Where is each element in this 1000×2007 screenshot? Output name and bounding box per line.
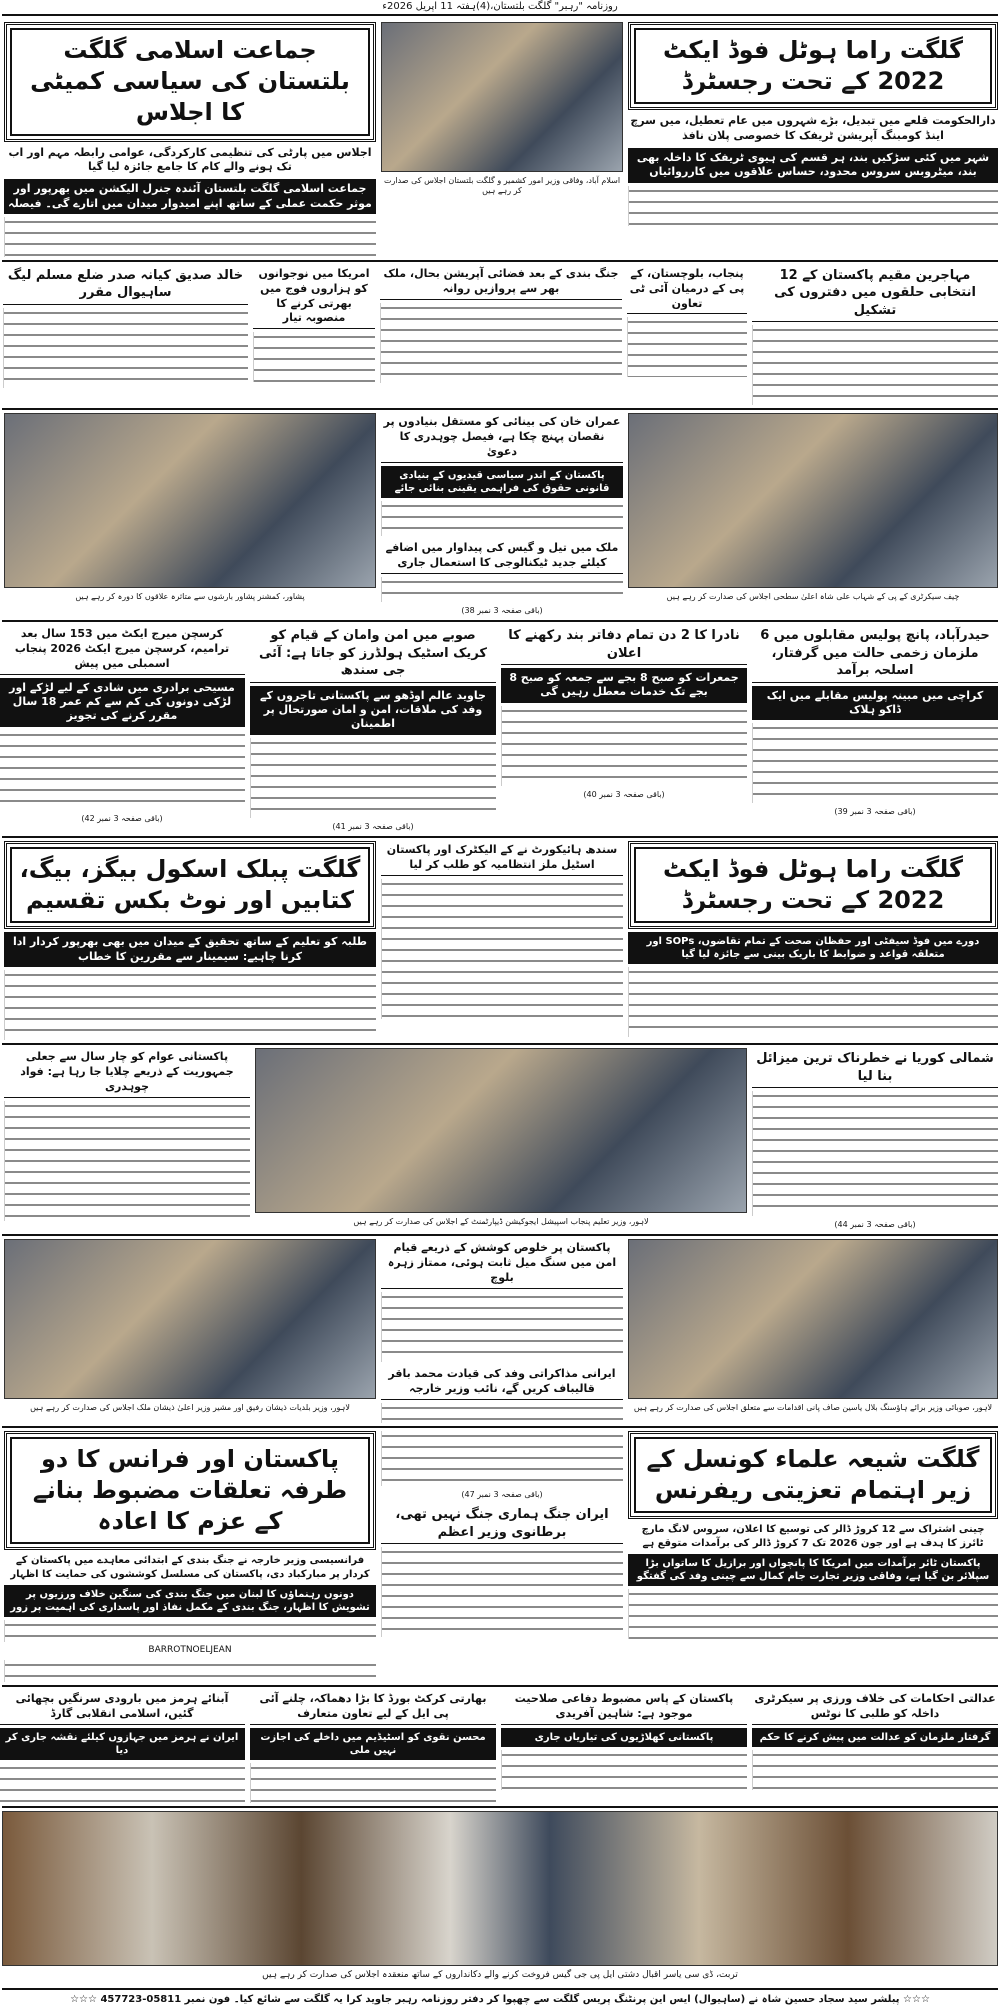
- photo-lahore-local-govt: [4, 1239, 376, 1399]
- article: [253, 265, 375, 382]
- article-rama-hotel-repeat: [628, 841, 998, 1037]
- black-bar: مسیحی برادری میں شادی کے لیے لڑکے اور لڑکی دونوں کی کم سے کم عمر 18 سال مقرر کرنے کی تجویز: [0, 678, 245, 727]
- headline-jamaat-islami: جماعت اسلامی گلگت بلتستان کی سیاسی کمیٹی کا اجلاس: [4, 22, 376, 142]
- headline-pakistan-france: پاکستان اور فرانس کا دو طرفہ تعلقات مضبوط بنانے کے عزم کا اعادہ: [4, 1431, 376, 1551]
- headline: ایران جنگ ہماری جنگ نہیں تھی، برطانوی وزیر اعظم: [381, 1504, 623, 1544]
- headline: عمران خان کی بینائی کو مستقل بنیادوں پر نقصان پہنچ چکا ہے، فیصل چوہدری کا دعویٰ: [381, 413, 623, 463]
- black-bar: گرفتار ملزمان کو عدالت میں پیش کرنے کا حکم: [752, 1728, 998, 1747]
- article-ig-sindh: [250, 625, 496, 833]
- headline: عدالتی احکامات کی خلاف ورزی پر سیکرٹری داخلہ کو طلبی کا نوٹس: [752, 1690, 998, 1725]
- photo-caption: پشاور، کمشنر پشاور بارشوں سے متاثرہ علاقوں کا دورہ کر رہے ہیں: [75, 592, 305, 602]
- black-bar: جماعت اسلامی گلگت بلتستان آئندہ جنرل الیکشن میں بھرپور اور موثر حکمت عملی کے ساتھ اپنے امیدوار میدان میں اتارے گی۔ فیصلہ: [4, 179, 376, 214]
- black-bar: محسن نقوی کو اسٹیڈیم میں داخلے کی اجازت نہیں ملی: [250, 1728, 496, 1760]
- black-bar: پاکستانی کھلاڑیوں کی تیاریاں جاری: [501, 1728, 747, 1747]
- article: [752, 1690, 998, 1790]
- photo-education-meeting: [255, 1048, 747, 1213]
- article-body: [4, 1620, 376, 1642]
- middle-articles: [381, 1431, 623, 1637]
- headline: پاکستان پر خلوص کوشش کے ذریعے قیام امن میں سنگ میل ثابت ہوئی، ممتاز زہرہ بلوچ: [381, 1239, 623, 1289]
- article-body: [0, 730, 245, 810]
- article-north-korea: [752, 1048, 998, 1231]
- bottom-photo-block: [2, 1811, 998, 1983]
- article-body: [381, 1292, 623, 1362]
- middle-articles: [381, 1239, 623, 1422]
- headline: بھارتی کرکٹ بورڈ کا بڑا دھماکہ، چلنے آئی پی ایل کے لیے تعاون متعارف: [250, 1690, 496, 1725]
- headline: امریکا میں نوجوانوں کو ہزاروں فوج میں بھرتی کرنے کا منصوبہ تیار: [253, 265, 375, 329]
- article-body: [4, 1101, 250, 1221]
- continued-note: (باقی صفحہ 3 نمبر 44): [834, 1220, 916, 1230]
- article: [250, 1690, 496, 1803]
- row-6: [2, 1043, 998, 1234]
- headline: سندھ ہائیکورٹ نے کے الیکٹرک اور پاکستان اسٹیل ملز انتظامیہ کو طلب کر لیا: [381, 841, 623, 876]
- photo-caption: چیف سیکرٹری کے پی کے شہاب علی شاہ اعلیٰ سطحی اجلاس کی صدارت کر رہے ہیں: [666, 592, 960, 602]
- article-body: [381, 577, 623, 602]
- headline: صوبے میں امن وامان کے قیام کو کریک اسٹیک ہولڈرز کو جاتا ہے: آئی جی سندھ: [250, 625, 496, 683]
- left-photo-block: [4, 413, 376, 603]
- article: [0, 1690, 245, 1803]
- article-fawad-chaudhry: [4, 1048, 250, 1221]
- headline-school-bags: گلگت پبلک اسکول بیگز، بیگ، کتابیں اور نوٹ بکس تقسیم: [4, 841, 376, 929]
- article-body: [381, 1431, 623, 1486]
- black-bar: دونوں رہنماؤں کا لبنان میں جنگ بندی کی سنگین خلاف ورزیوں پر تشویش کا اظہار، جنگ بندی کے مکمل نفاذ اور پاسداری کی اہمیت پر زور: [4, 1585, 376, 1617]
- article-body: [501, 706, 747, 786]
- article-sindh-high-court: [381, 841, 623, 1019]
- row-4: [2, 620, 998, 836]
- black-bar: جمعرات کو صبح 8 بجے سے جمعہ کو صبح 8 بجے تک خدمات معطل رہیں گی: [501, 668, 747, 703]
- headline-rama-hotel-repeat: گلگت راما ہوٹل فوڈ ایکٹ 2022 کے تحت رجسٹرڈ: [628, 841, 998, 929]
- photo-caption: لاہور، صوبائی وزیر برائے ہاؤسنگ بلال یاسین صاف پانی اقدامات سے متعلق اجلاس کی صدارت کر رہے ہیں: [633, 1403, 993, 1413]
- article-body: [4, 970, 376, 1040]
- continued-note: (باقی صفحہ 3 نمبر 41): [332, 821, 414, 831]
- photo-turbat-meeting: [2, 1811, 998, 1966]
- article-body: [4, 1660, 376, 1682]
- article-body: [501, 1750, 747, 1790]
- article-body: [250, 738, 496, 818]
- article-body: [381, 501, 623, 536]
- center-photo-block: [381, 22, 623, 198]
- article: [380, 265, 622, 383]
- photo-caption: لاہور، وزیر بلدیات ذیشان رفیق اور مشیر وزیر اعلیٰ ذیشان ملک اجلاس کی صدارت کر رہے ہیں: [30, 1403, 350, 1413]
- photo-caption: اسلام آباد، وفاقی وزیر امور کشمیر و گلگت بلتستان اجلاس کی صدارت کر رہے ہیں: [383, 176, 621, 196]
- headline: ایرانی مذاکراتی وفد کی قیادت محمد باقر قالیباف کریں گے، نائب وزیر خارجہ: [381, 1365, 623, 1400]
- article-karachi: [752, 625, 998, 819]
- row-3: [2, 408, 998, 620]
- headline: شمالی کوریا نے خطرناک ترین میزائل بنا لیا: [752, 1048, 998, 1088]
- article-jamaat-islami: [4, 22, 376, 257]
- black-bar: پاکستان ٹائر برآمدات میں امریکا کا پانچواں اور برازیل کا ساتواں بڑا سپلائر بن گیا ہے، وفاقی وزیر تجارت جام کمال سے چینی وفد کی گفتگو: [628, 1554, 998, 1586]
- article-body: [381, 879, 623, 1019]
- row-bottom-photo: [2, 1806, 998, 1986]
- article-body: [381, 1403, 623, 1423]
- article-body: [628, 967, 998, 1037]
- headline: آبنائے ہرمز میں بارودی سرنگیں بچھائی گئیں، اسلامی انقلابی گارڈ: [0, 1690, 245, 1725]
- article-body: [380, 303, 622, 383]
- continued-note: (باقی صفحہ 3 نمبر 39): [834, 807, 916, 817]
- article-body: [0, 1763, 245, 1803]
- article-body: [381, 1547, 623, 1637]
- article-marriage-act: [0, 625, 245, 825]
- right-photo-block: [628, 1239, 998, 1414]
- publisher-footer: ☆☆☆ پبلشر سید سجاد حسین شاہ نے (ساہیوال) ایس این پرنٹنگ پریس گلگت سے چھپوا کر دفتر روزنامہ رہبر جاوید کرا یہ گلگت سے شائع کیا۔ فون نمبر 05811-457723 ☆☆☆: [2, 1988, 998, 2007]
- right-photo-block: [628, 413, 998, 603]
- headline-rama-hotel: گلگت راما ہوٹل فوڈ ایکٹ 2022 کے تحت رجسٹرڈ: [628, 22, 998, 110]
- row-9: [2, 1685, 998, 1806]
- photo-caption: تربت، ڈی سی یاسر اقبال دشتی ایل پی جی گیس فروخت کرنے والے دکانداروں کے ساتھ منعقدہ اجلاس کی صدارت کر رہے ہیں: [262, 1969, 738, 1980]
- photo-chief-secretary: [628, 413, 998, 588]
- article-rama-hotel: [628, 22, 998, 226]
- headline: حیدرآباد، پانچ پولیس مقابلوں میں 6 ملزمان زخمی حالت میں گرفتار، اسلحہ برآمد: [752, 625, 998, 683]
- black-bar: جاوید عالم اوڈھو سے پاکستانی تاجروں کے وفد کی ملاقات، امن و امان صورتحال پر اطمینان: [250, 686, 496, 735]
- dateline: روزنامہ "رہبر" گلگت بلتستان،(4)ہفتہ 11 اپریل 2026ء: [2, 0, 998, 16]
- black-bar: طلبہ کو تعلیم کے ساتھ تحقیق کے میدان میں بھی بھرپور کردار ادا کرنا چاہیے: سیمینار سے مقررین کا خطاب: [4, 932, 376, 967]
- article-body: [253, 332, 375, 382]
- photo-housing-meeting: [628, 1239, 998, 1399]
- article-body: [752, 1091, 998, 1216]
- article-shia-ulema-council: [628, 1431, 998, 1639]
- article-body: [752, 723, 998, 803]
- subhead: اجلاس میں پارٹی کی تنظیمی کارکردگی، عوامی رابطہ مہم اور اب تک ہونے والے کام کا جامع جائزہ لیا گیا: [8, 145, 372, 174]
- article: [501, 1690, 747, 1790]
- headline: مہاجرین مقیم پاکستان کے 12 انتخابی حلقوں میں دفتروں کی تشکیل: [752, 265, 998, 323]
- row-7: [2, 1234, 998, 1425]
- photo-caption: لاہور، وزیر تعلیم پنجاب اسپیشل ایجوکیشن ڈیپارٹمنٹ کے اجلاس کی صدارت کر رہے ہیں: [353, 1216, 649, 1226]
- article: [3, 265, 248, 388]
- article-body: [752, 325, 998, 405]
- continued-note: (باقی صفحہ 3 نمبر 42): [81, 813, 163, 823]
- photo-meeting: [381, 22, 623, 172]
- black-bar: کراچی میں مبینہ پولیس مقابلے میں ایک ڈاکو ہلاک: [752, 686, 998, 721]
- black-bar: ایران نے ہرمز میں جہازوں کیلئے نقشہ جاری کر دیا: [0, 1728, 245, 1760]
- subhead: چینی اشتراک سے 12 کروڑ ڈالر کی توسیع کا اعلان، سروس لانگ مارچ ٹائرز کا ہدف ہے اور جون 2026 تک 7 کروڑ ڈالر کی برآمدات متوقع ہے: [641, 1524, 985, 1549]
- continued-note: (باقی صفحہ 3 نمبر 38): [461, 605, 543, 615]
- article-body: [3, 308, 248, 388]
- photo-peshawar: [4, 413, 376, 588]
- article-body: [628, 186, 998, 226]
- row-5: [2, 836, 998, 1043]
- black-bar: شہر میں کئی سڑکیں بند، ہر قسم کی ہیوی ٹریفک کا داخلہ بھی بند، میٹروبس سروس محدود، حساس علاقوں میں کارروائیاں: [628, 148, 998, 183]
- headline: پاکستان کے پاس مضبوط دفاعی صلاحیت موجود ہے: شاہین آفریدی: [501, 1690, 747, 1725]
- article: [627, 265, 747, 378]
- headline: پاکستانی عوام کو چار سال سے جعلی جمہوریت کے ذریعے چلایا جا رہا ہے: فواد چوہدری: [4, 1048, 250, 1098]
- subhead: فرانسیسی وزیر خارجہ نے جنگ بندی کے ابتدائی معاہدے میں پاکستان کے کردار پر مبارکباد دی، پاکستان کی مسلسل کوششوں کی حمایت کا اظہار: [10, 1555, 370, 1580]
- headline: جنگ بندی کے بعد فضائی آپریشن بحال، ملک بھر سے پروازیں روانہ: [380, 265, 622, 300]
- left-photo-block: [4, 1239, 376, 1414]
- black-bar: دورے میں فوڈ سیفٹی اور حفظان صحت کے تمام تقاضوں، SOPs اور متعلقہ قواعد و ضوابط کا باریک بینی سے جائزہ لیا گیا: [628, 932, 998, 964]
- middle-articles: [381, 413, 623, 617]
- headline: نادرا کا 2 دن تمام دفاتر بند رکھنے کا اعلان: [501, 625, 747, 665]
- continued-note: (باقی صفحہ 3 نمبر 40): [583, 789, 665, 799]
- row-2: [2, 260, 998, 409]
- continued-note: (باقی صفحہ 3 نمبر 47): [461, 1489, 543, 1499]
- body-word: BARROTNOELJEAN: [148, 1645, 232, 1656]
- headline: کرسچن میرج ایکٹ میں 153 سال بعد ترامیم، کرسچن میرج ایکٹ 2026 پنجاب اسمبلی میں پیش: [0, 625, 245, 675]
- subhead: دارالحکومت قلعے میں تبدیل، بڑے شہروں میں عام تعطیل، میں سرچ اینڈ کومبنگ آپریشن ٹریفک کا خصوصی پلان نافذ: [630, 114, 996, 143]
- headline: پنجاب، بلوچستان، کے پی کے درمیان آئی ٹی تعاون: [627, 265, 747, 315]
- article-pakistan-france: [4, 1431, 376, 1682]
- headline: ملک میں تیل و گیس کی پیداوار میں اضافے کیلئے جدید ٹیکنالوجی کا استعمال جاری: [381, 539, 623, 574]
- center-photo-block: [255, 1048, 747, 1228]
- headline: خالد صدیق کیانہ صدر ضلع مسلم لیگ ساہیوال مقرر: [3, 265, 248, 305]
- article-body: [250, 1763, 496, 1803]
- row-1: [2, 19, 998, 260]
- black-bar: پاکستان کے اندر سیاسی قیدیوں کے بنیادی قانونی حقوق کی فراہمی یقینی بنائی جائے: [381, 466, 623, 498]
- article-nadra: [501, 625, 747, 801]
- article-body: [627, 317, 747, 377]
- article-body: [4, 217, 376, 257]
- article-body: [752, 1750, 998, 1790]
- article-school-bags: [4, 841, 376, 1040]
- headline-shia-ulema-council: گلگت شیعہ علماء کونسل کے زیر اہتمام تعزیتی ریفرنس: [628, 1431, 998, 1519]
- article: [752, 265, 998, 406]
- article-body: [628, 1589, 998, 1639]
- row-8: [2, 1426, 998, 1685]
